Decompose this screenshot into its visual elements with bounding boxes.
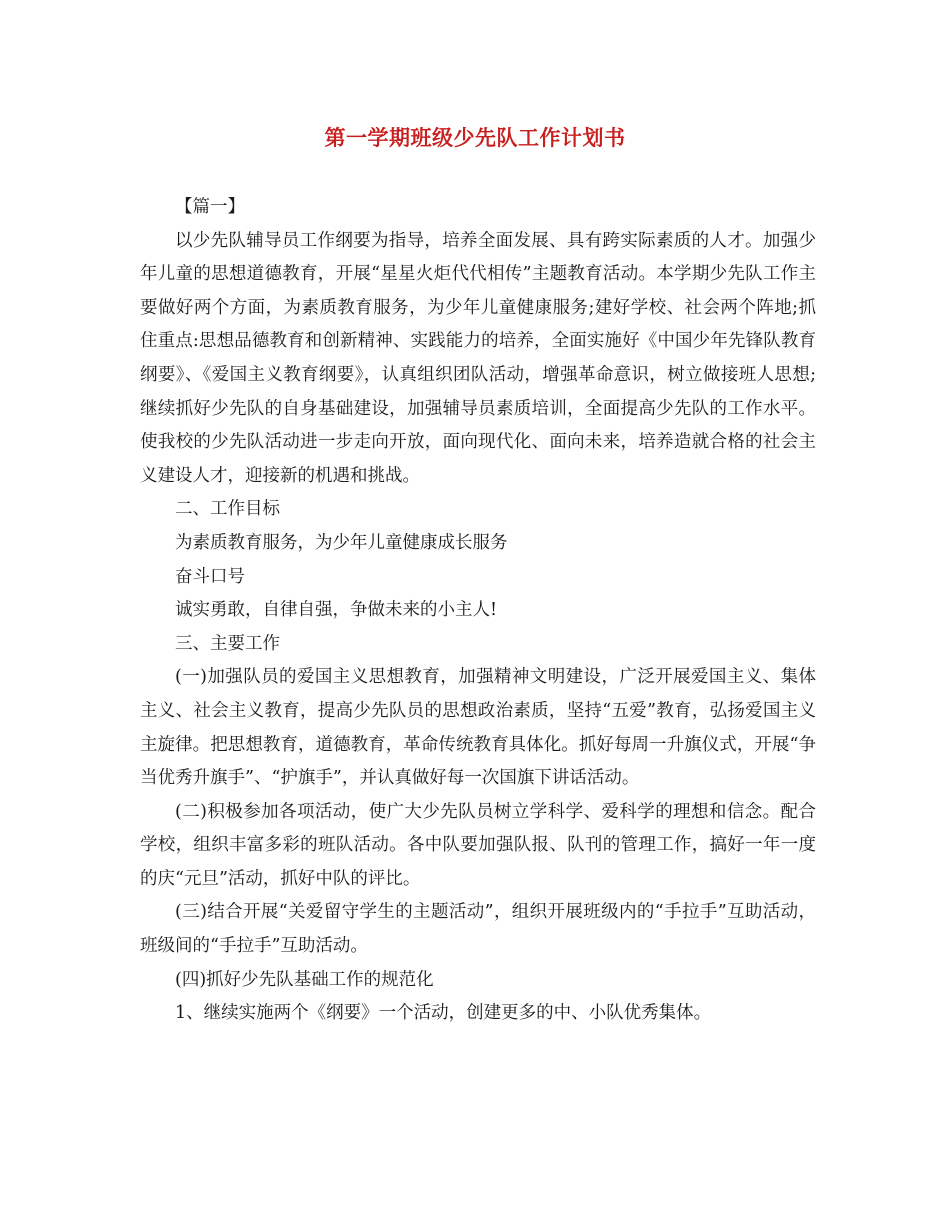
document-body [140, 191, 816, 1031]
section-heading-main-work: 三、主要工作 [175, 633, 280, 654]
paragraph-slogan: 诚实勇敢，自律自强，争做未来的小主人! [175, 600, 498, 621]
paragraph-work-3: (三)结合开展“关爱留守学生的主题活动”，组织开展班级内的“手拉手”互助活动，班级间的“手拉手”互助活动。 [140, 902, 816, 957]
paragraph-item-1: 1、继续实施两个《纲要》一个活动，创建更多的中、小队优秀集体。 [175, 1003, 712, 1024]
document-title: 第一学期班级少先队工作计划书 [324, 126, 626, 150]
paragraph-intro: 以少先队辅导员工作纲要为指导，培养全面发展、具有跨实际素质的人才。加强少年儿童的思想道德教育，开展“星星火炬代代相传”主题教育活动。本学期少先队工作主要做好两个方面，为素质教育服务，为少年儿童健康服务;建好学校、社会两个阵地;抓住重点:思想品德教育和创新精神、实践能力的培养，全面实施好《中国少年先锋队教育纲要》、《爱国主义教育纲要》，认真组织团队活动，增强革命意识，树立做接班人思想;继续抓好少先队的自身基础建设，加强辅导员素质培训，全面提高少先队的工作水平。使我校的少先队活动进一步走向开放，面向现代化、面向未来，培养造就合格的社会主义建设人才，迎接新的机遇和挑战。 [140, 230, 816, 486]
section-heading-goals: 二、工作目标 [175, 499, 280, 520]
paragraph-goal: 为素质教育服务，为少年儿童健康成长服务 [175, 532, 508, 553]
section-heading-part-one: 【篇一】 [175, 197, 245, 217]
paragraph-work-2: (二)积极参加各项活动，使广大少先队员树立学科学、爱科学的理想和信念。配合学校，组织丰富多彩的班队活动。各中队要加强队报、队刊的管理工作，搞好一年一度的庆“元旦”活动，抓好中队的评比。 [140, 801, 816, 889]
section-heading-slogan: 奋斗口号 [175, 566, 245, 587]
paragraph-work-1: (一)加强队员的爱国主义思想教育，加强精神文明建设，广泛开展爱国主义、集体主义、社会主义教育，提高少先队员的思想政治素质，坚持“五爱”教育，弘扬爱国主义主旋律。把思想教育，道德教育，革命传统教育具体化。抓好每周一升旗仪式，开展“争当优秀升旗手”、“护旗手”，并认真做好每一次国旗下讲话活动。 [140, 667, 816, 789]
paragraph-work-4: (四)抓好少先队基础工作的规范化 [175, 969, 434, 990]
